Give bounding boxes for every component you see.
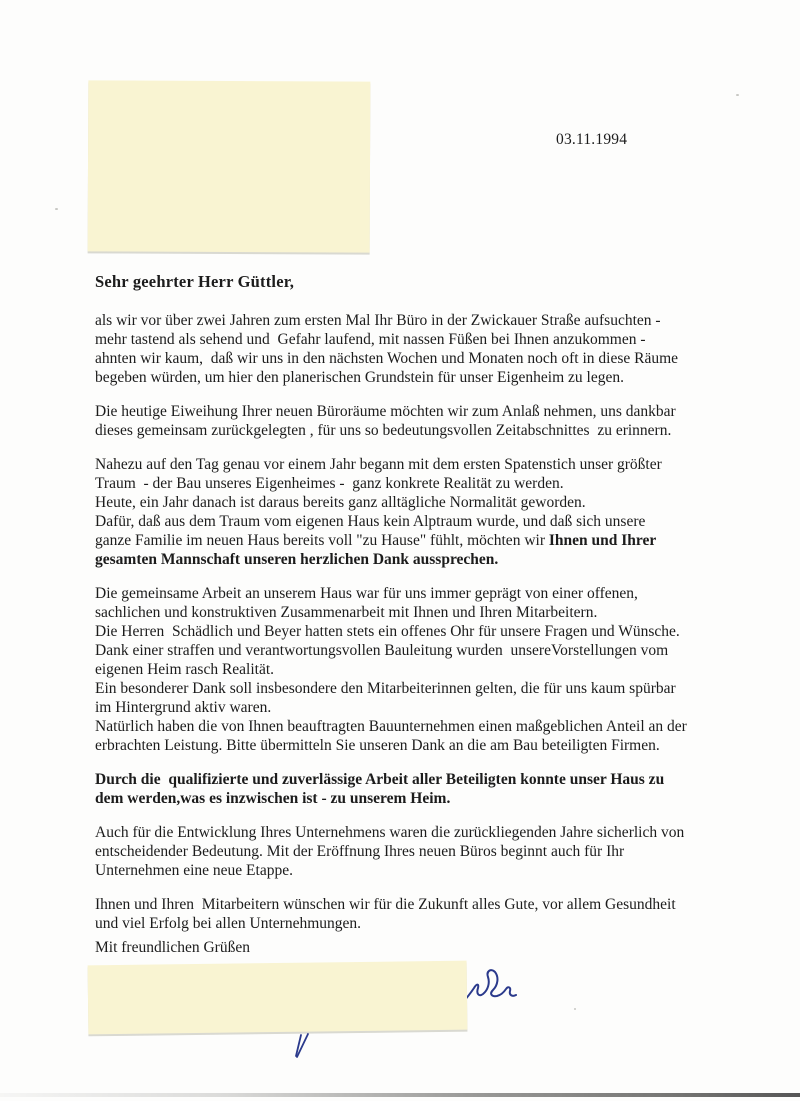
letter-text: Unternehmen eine neue Etappe.: [95, 862, 293, 879]
letter-line: [95, 698, 755, 717]
letter-text: Die heutige Eiweihung Ihrer neuen Büroräume möchten wir zum Anlaß nehmen, uns dankbar: [95, 403, 676, 420]
letter-paragraph: [95, 895, 755, 933]
scan-edge-line: [0, 1093, 800, 1097]
letter-line: [95, 584, 755, 603]
letter-line: [95, 311, 755, 330]
letter-paragraph: [95, 584, 755, 755]
letter-line: [95, 474, 755, 493]
letter-text: Auch für die Entwicklung Ihres Unternehmens waren die zurückliegenden Jahre sicherlich von: [95, 824, 685, 841]
letter-paragraph: [95, 770, 755, 808]
letter-text-bold: dem werden,was es inzwischen ist - zu unserem Heim.: [95, 790, 451, 807]
letter-date: 03.11.1994: [556, 131, 628, 148]
letter-text: begeben würden, um hier den planerischen Grundstein für unser Eigenheim zu legen.: [95, 369, 624, 386]
letter-text: Dafür, daß aus dem Traum vom eigenen Haus kein Alptraum wurde, und daß sich unsere: [95, 513, 646, 530]
letter-line: [95, 861, 755, 880]
letter-line: [95, 368, 755, 387]
letter-line: [95, 895, 755, 914]
letter-line: [95, 842, 755, 861]
letter-text-bold: Durch die qualifizierte und zuverlässige Arbeit aller Beteiligten konnte unser Haus zu: [95, 771, 665, 788]
letter-paragraph: [95, 455, 755, 569]
letter-line: [95, 789, 755, 808]
letter-paragraph: [95, 311, 755, 387]
letter-line: [95, 679, 755, 698]
salutation: Sehr geehrter Herr Güttler,: [95, 272, 295, 291]
letter-text: Natürlich haben die von Ihnen beauftragten Bauunternehmen einen maßgeblichen Anteil an der: [95, 718, 687, 735]
letter-line: [95, 512, 755, 531]
letter-line: [95, 531, 755, 550]
letter-text: ahnten wir kaum, daß wir uns in den nächsten Wochen und Monaten noch oft in diese Räume: [95, 350, 679, 367]
letter-line: [95, 736, 755, 755]
redaction-box-top: [88, 80, 371, 252]
letter-text: entscheidender Bedeutung. Mit der Eröffnung Ihres neuen Büros beginnt auch für Ihr: [95, 843, 625, 860]
letter-line: [95, 622, 755, 641]
letter-text: Traum - der Bau unseres Eigenheimes - ganz konkrete Realität zu werden.: [95, 475, 564, 492]
letter-text: eigenen Heim rasch Realität.: [95, 661, 275, 678]
letter-paragraph: [95, 823, 755, 880]
letter-line: [95, 914, 755, 933]
letter-text: sachlichen und konstruktiven Zusammenarbeit mit Ihnen und Ihren Mitarbeitern.: [95, 604, 598, 621]
letter-text-bold: gesamten Mannschaft unseren herzlichen Dank aussprechen.: [95, 551, 499, 568]
redaction-box-bottom: [88, 961, 468, 1035]
letter-body: [95, 311, 755, 948]
letter-text: Ihnen und Ihren Mitarbeitern wünschen wir für die Zukunft alles Gute, vor allem Gesundheit: [95, 896, 676, 913]
letter-line: [95, 550, 755, 569]
letter-text: und viel Erfolg bei allen Unternehmungen.: [95, 915, 362, 932]
closing: Mit freundlichen Grüßen: [95, 939, 250, 956]
letter-text: mehr tastend als sehend und Gefahr laufend, mit nassen Füßen bei Ihnen anzukommen -: [95, 331, 646, 348]
letter-text: Heute, ein Jahr danach ist daraus bereits ganz alltägliche Normalität geworden.: [95, 494, 586, 511]
letter-line: [95, 402, 755, 421]
letter-line: [95, 641, 755, 660]
letter-line: [95, 330, 755, 349]
letter-text: Ein besonderer Dank soll insbesondere den Mitarbeiterinnen gelten, die für uns kaum spürbar: [95, 680, 676, 697]
letter-line: [95, 823, 755, 842]
letter-line: [95, 660, 755, 679]
letter-paragraph: [95, 402, 755, 440]
letter-text: Die gemeinsame Arbeit an unserem Haus war für uns immer geprägt von einer offenen,: [95, 585, 638, 602]
letter-line: [95, 770, 755, 789]
letter-line: [95, 349, 755, 368]
scan-speck: [574, 1008, 576, 1010]
letter-text: Die Herren Schädlich und Beyer hatten stets ein offenes Ohr für unsere Fragen und Wünsche.: [95, 623, 680, 640]
letter-line: [95, 421, 755, 440]
letter-text: als wir vor über zwei Jahren zum ersten Mal Ihr Büro in der Zwickauer Straße aufsuchten -: [95, 312, 661, 329]
letter-line: [95, 717, 755, 736]
letter-text: Nahezu auf den Tag genau vor einem Jahr begann mit dem ersten Spatenstich unser größter: [95, 456, 662, 473]
letter-text: erbrachten Leistung. Bitte übermitteln Sie unseren Dank an die am Bau beteiligten Firmen.: [95, 737, 660, 754]
letter-line: [95, 455, 755, 474]
scan-speck: [736, 94, 739, 96]
letter-text: im Hintergrund aktiv waren.: [95, 699, 272, 716]
letter-line: [95, 603, 755, 622]
letter-text: Dank einer straffen und verantwortungsvollen Bauleitung wurden unsereVorstellungen vom: [95, 642, 669, 659]
letter-text: dieses gemeinsam zurückgelegten , für uns so bedeutungsvollen Zeitabschnittes zu erinnern.: [95, 422, 672, 439]
letter-line: [95, 493, 755, 512]
letter-text: ganze Familie im neuen Haus bereits voll "zu Hause" fühlt, möchten wir: [95, 532, 549, 549]
letter-text-bold: Ihnen und Ihrer: [548, 532, 657, 549]
scan-speck: [55, 208, 58, 210]
